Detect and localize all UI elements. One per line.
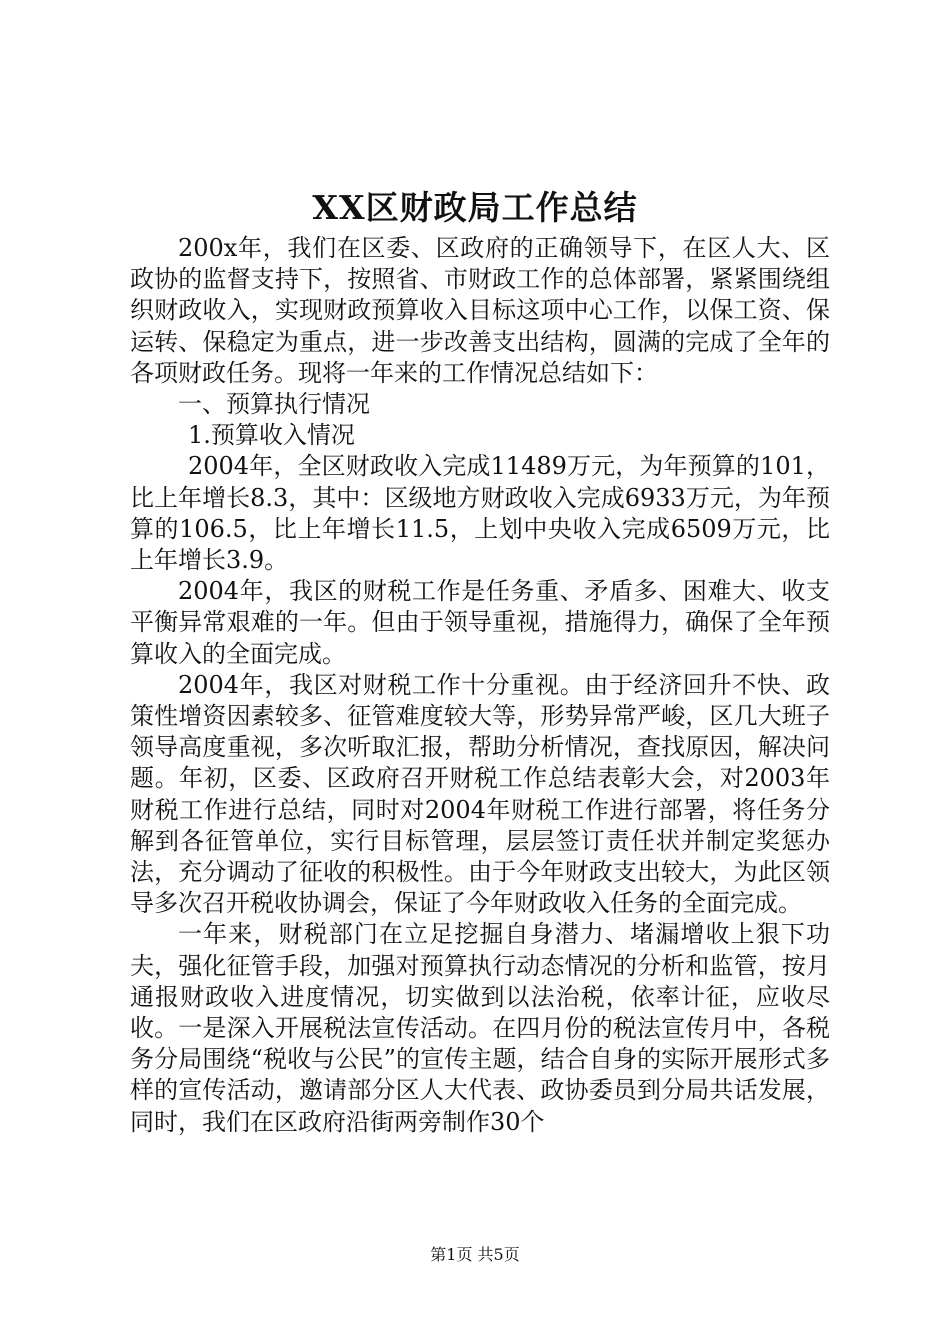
tax-work-summary-paragraph: 2004年，我区的财税工作是任务重、矛盾多、困难大、收支平衡异常艰难的一年。但由于领导重视，措施得力，确保了全年预算收入的全面完成。 [130, 577, 830, 668]
subsection-heading-budget-revenue: 1.预算收入情况 [188, 421, 355, 450]
collection-measures-paragraph: 一年来，财税部门在立足挖掘自身潜力、堵漏增收上狠下功夫，强化征管手段，加强对预算执行动态情况的分析和监管，按月通报财政收入进度情况，切实做到以法治税，依率计征，应收尽收。一是深入开展税法宣传活动。在四月份的税法宣传月中，各税务分局围绕“税收与公民”的宣传主题，结合自身的实际开展形式多样的宣传活动，邀请部分区人大代表、政协委员到分局共话发展，同时，我们在区政府沿街两旁制作30个 [130, 920, 830, 1136]
section-heading-budget-execution: 一、预算执行情况 [178, 390, 370, 419]
intro-paragraph: 200x年，我们在区委、区政府的正确领导下，在区人大、区政协的监督支持下，按照省、市财政工作的总体部署，紧紧围绕组织财政收入，实现财政预算收入目标这项中心工作，以保工资、保运转、保稳定为重点，进一步改善支出结构，圆满的完成了全年的各项财政任务。现将一年来的工作情况总结如下： [130, 234, 830, 387]
document-title: XX区财政局工作总结 [312, 188, 638, 227]
page-footer: 第1页 共5页 [430, 1245, 520, 1264]
document-body [130, 233, 830, 1138]
revenue-figures-paragraph: 2004年，全区财政收入完成11489万元，为年预算的101，比上年增长8.3，其中：区级地方财政收入完成6933万元，为年预算的106.5，比上年增长11.5，上划中央收入完成6509万元，比上年增长3.9。 [130, 452, 830, 575]
leadership-attention-paragraph: 2004年，我区对财税工作十分重视。由于经济回升不快、政策性增资因素较多、征管难度较大等，形势异常严峻，区几大班子领导高度重视，多次听取汇报，帮助分析情况，查找原因，解决问题。年初，区委、区政府召开财税工作总结表彰大会，对2003年财税工作进行总结，同时对2004年财税工作进行部署，将任务分解到各征管单位，实行目标管理，层层签订责任状并制定奖惩办法，充分调动了征收的积极性。由于今年财政支出较大，为此区领导多次召开税收协调会，保证了今年财政收入任务的全面完成。 [130, 670, 830, 918]
